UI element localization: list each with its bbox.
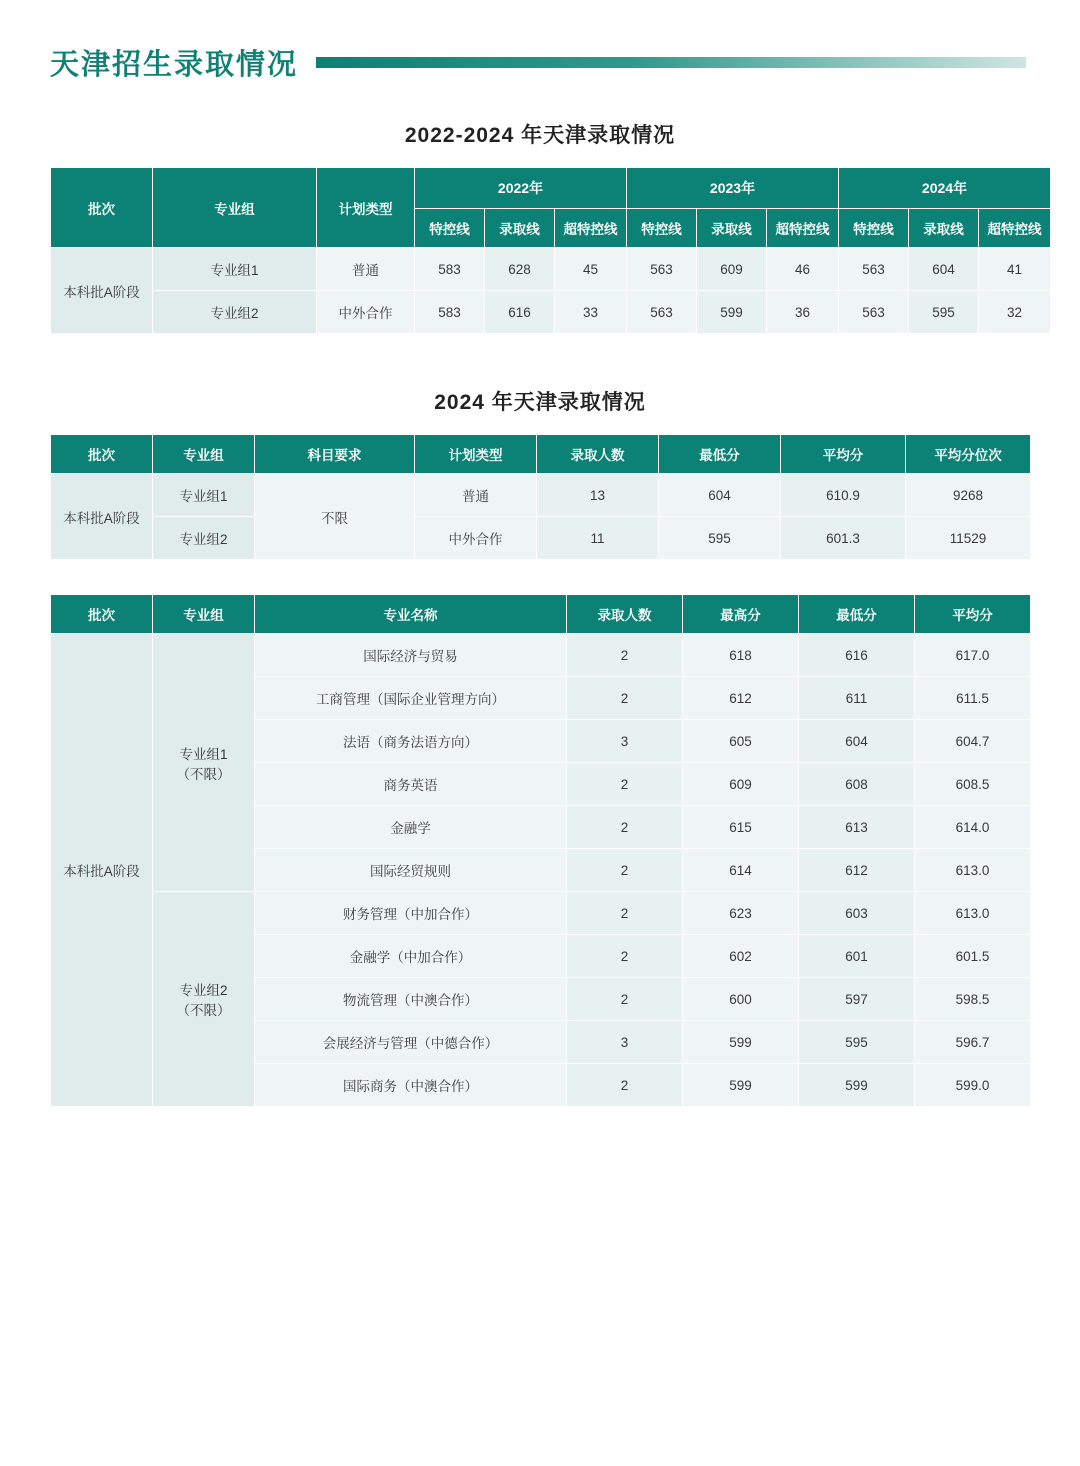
th-year-2022: 2022年 xyxy=(415,168,627,209)
cell-avg-rank: 9268 xyxy=(906,474,1031,517)
th-2022-control-line: 特控线 xyxy=(415,209,485,248)
th-major-group: 专业组 xyxy=(153,595,255,634)
table-row xyxy=(51,892,1031,935)
cell-min-score: 608 xyxy=(799,763,915,806)
table-row xyxy=(51,291,1051,334)
cell-admitted-count: 2 xyxy=(567,634,683,677)
table-row xyxy=(51,248,1051,291)
cell-batch: 本科批A阶段 xyxy=(51,474,153,560)
cell-admitted-count: 3 xyxy=(567,1021,683,1064)
th-min-score: 最低分 xyxy=(659,435,781,474)
cell-max-score: 600 xyxy=(683,978,799,1021)
th-subject-requirement: 科目要求 xyxy=(255,435,415,474)
cell-major-name: 商务英语 xyxy=(255,763,567,806)
cell-plan-type: 中外合作 xyxy=(415,517,537,560)
cell-avg-score: 596.7 xyxy=(915,1021,1031,1064)
table-header-row xyxy=(51,595,1031,634)
cell-avg-score: 604.7 xyxy=(915,720,1031,763)
th-year-2024: 2024年 xyxy=(839,168,1051,209)
cell-avg-score: 617.0 xyxy=(915,634,1031,677)
table-wrapper-major-detail xyxy=(0,594,1080,1107)
th-major-group: 专业组 xyxy=(153,435,255,474)
cell-major-group: 专业组2 xyxy=(153,517,255,560)
cell-max-score: 599 xyxy=(683,1021,799,1064)
title-rule-decoration xyxy=(316,57,1026,68)
cell-2024-admission: 604 xyxy=(909,248,979,291)
cell-2022-control: 583 xyxy=(415,248,485,291)
table-row xyxy=(51,474,1031,517)
cell-major-group: 专业组1 xyxy=(153,474,255,517)
cell-2024-control: 563 xyxy=(839,291,909,334)
cell-avg-rank: 11529 xyxy=(906,517,1031,560)
table-header-row xyxy=(51,435,1031,474)
cell-max-score: 599 xyxy=(683,1064,799,1107)
cell-admitted-count: 2 xyxy=(567,677,683,720)
cell-major-name: 财务管理（中加合作） xyxy=(255,892,567,935)
cell-min-score: 601 xyxy=(799,935,915,978)
cell-min-score: 612 xyxy=(799,849,915,892)
cell-major-group-1 xyxy=(153,634,255,892)
cell-max-score: 612 xyxy=(683,677,799,720)
cell-2024-above: 32 xyxy=(979,291,1051,334)
section-title-2022-2024: 2022-2024 年天津录取情况 xyxy=(404,124,676,147)
major-group-1-line1: 专业组1 xyxy=(179,746,228,762)
th-admitted-count: 录取人数 xyxy=(567,595,683,634)
th-max-score: 最高分 xyxy=(683,595,799,634)
th-plan-type: 计划类型 xyxy=(317,168,415,248)
th-batch: 批次 xyxy=(51,435,153,474)
cell-2022-above: 45 xyxy=(555,248,627,291)
cell-avg-score: 601.5 xyxy=(915,935,1031,978)
cell-min-score: 604 xyxy=(799,720,915,763)
page-header xyxy=(0,0,1080,83)
cell-major-group-2 xyxy=(153,892,255,1107)
section-title-2024: 2024 年天津录取情况 xyxy=(434,391,646,414)
cell-major-name: 法语（商务法语方向） xyxy=(255,720,567,763)
cell-min-score: 599 xyxy=(799,1064,915,1107)
cell-avg-score: 613.0 xyxy=(915,849,1031,892)
cell-min-score: 603 xyxy=(799,892,915,935)
th-2023-control-line: 特控线 xyxy=(627,209,697,248)
cell-max-score: 609 xyxy=(683,763,799,806)
cell-batch: 本科批A阶段 xyxy=(51,634,153,1107)
cell-major-name: 国际经济与贸易 xyxy=(255,634,567,677)
cell-major-name: 国际经贸规则 xyxy=(255,849,567,892)
cell-2023-admission: 609 xyxy=(697,248,767,291)
cell-max-score: 602 xyxy=(683,935,799,978)
th-min-score: 最低分 xyxy=(799,595,915,634)
cell-min-score: 613 xyxy=(799,806,915,849)
table-row xyxy=(51,634,1031,677)
cell-2023-above: 36 xyxy=(767,291,839,334)
cell-batch: 本科批A阶段 xyxy=(51,248,153,334)
cell-admitted-count: 2 xyxy=(567,892,683,935)
th-batch: 批次 xyxy=(51,168,153,248)
cell-plan-type: 普通 xyxy=(415,474,537,517)
cell-admitted-count: 2 xyxy=(567,763,683,806)
table-major-detail xyxy=(50,594,1031,1107)
cell-avg-score: 599.0 xyxy=(915,1064,1031,1107)
cell-avg-score: 613.0 xyxy=(915,892,1031,935)
cell-min-score: 604 xyxy=(659,474,781,517)
cell-admitted-count: 2 xyxy=(567,849,683,892)
th-2024-control-line: 特控线 xyxy=(839,209,909,248)
th-avg-score: 平均分 xyxy=(781,435,906,474)
cell-admitted-count: 13 xyxy=(537,474,659,517)
cell-major-name: 金融学 xyxy=(255,806,567,849)
major-group-2-line1: 专业组2 xyxy=(179,983,228,998)
cell-2023-control: 563 xyxy=(627,291,697,334)
cell-max-score: 618 xyxy=(683,634,799,677)
cell-major-name: 会展经济与管理（中德合作） xyxy=(255,1021,567,1064)
table-2024-summary xyxy=(50,434,1031,560)
cell-2022-admission: 628 xyxy=(485,248,555,291)
cell-avg-score: 611.5 xyxy=(915,677,1031,720)
th-major-name: 专业名称 xyxy=(255,595,567,634)
cell-2024-control: 563 xyxy=(839,248,909,291)
cell-2023-admission: 599 xyxy=(697,291,767,334)
cell-admitted-count: 2 xyxy=(567,935,683,978)
cell-min-score: 597 xyxy=(799,978,915,1021)
th-batch: 批次 xyxy=(51,595,153,634)
cell-plan-type: 普通 xyxy=(317,248,415,291)
page-title: 天津招生录取情况 xyxy=(50,49,299,81)
table-2022-2024 xyxy=(50,167,1051,334)
cell-major-group: 专业组2 xyxy=(153,291,317,334)
cell-2024-above: 41 xyxy=(979,248,1051,291)
cell-2022-above: 33 xyxy=(555,291,627,334)
cell-2023-control: 563 xyxy=(627,248,697,291)
cell-major-name: 金融学（中加合作） xyxy=(255,935,567,978)
cell-min-score: 595 xyxy=(799,1021,915,1064)
cell-admitted-count: 11 xyxy=(537,517,659,560)
table-header-row xyxy=(51,168,1051,209)
cell-max-score: 614 xyxy=(683,849,799,892)
cell-major-name: 工商管理（国际企业管理方向） xyxy=(255,677,567,720)
cell-admitted-count: 2 xyxy=(567,806,683,849)
cell-2022-admission: 616 xyxy=(485,291,555,334)
th-avg-score: 平均分 xyxy=(915,595,1031,634)
table-wrapper-2022-2024 xyxy=(0,167,1080,334)
major-group-1-line2: （不限） xyxy=(176,766,231,782)
th-2024-admission-line: 录取线 xyxy=(909,209,979,248)
cell-major-name: 国际商务（中澳合作） xyxy=(255,1064,567,1107)
cell-max-score: 623 xyxy=(683,892,799,935)
cell-avg-score: 598.5 xyxy=(915,978,1031,1021)
th-plan-type: 计划类型 xyxy=(415,435,537,474)
table-wrapper-2024-summary xyxy=(0,434,1080,560)
major-group-2-line2: （不限） xyxy=(176,1003,231,1018)
th-2023-above-control: 超特控线 xyxy=(767,209,839,248)
th-2023-admission-line: 录取线 xyxy=(697,209,767,248)
th-2022-admission-line: 录取线 xyxy=(485,209,555,248)
cell-2024-admission: 595 xyxy=(909,291,979,334)
cell-max-score: 605 xyxy=(683,720,799,763)
cell-avg-score: 601.3 xyxy=(781,517,906,560)
cell-min-score: 595 xyxy=(659,517,781,560)
cell-max-score: 615 xyxy=(683,806,799,849)
th-year-2023: 2023年 xyxy=(627,168,839,209)
cell-avg-score: 614.0 xyxy=(915,806,1031,849)
cell-admitted-count: 2 xyxy=(567,978,683,1021)
cell-min-score: 611 xyxy=(799,677,915,720)
cell-plan-type: 中外合作 xyxy=(317,291,415,334)
th-2024-above-control: 超特控线 xyxy=(979,209,1051,248)
th-admitted-count: 录取人数 xyxy=(537,435,659,474)
cell-min-score: 616 xyxy=(799,634,915,677)
cell-subject-requirement: 不限 xyxy=(255,474,415,560)
th-avg-rank: 平均分位次 xyxy=(906,435,1031,474)
cell-avg-score: 610.9 xyxy=(781,474,906,517)
th-2022-above-control: 超特控线 xyxy=(555,209,627,248)
cell-admitted-count: 3 xyxy=(567,720,683,763)
table-row xyxy=(51,517,1031,560)
cell-avg-score: 608.5 xyxy=(915,763,1031,806)
cell-admitted-count: 2 xyxy=(567,1064,683,1107)
cell-major-name: 物流管理（中澳合作） xyxy=(255,978,567,1021)
cell-2022-control: 583 xyxy=(415,291,485,334)
cell-2023-above: 46 xyxy=(767,248,839,291)
th-major-group: 专业组 xyxy=(153,168,317,248)
cell-major-group: 专业组1 xyxy=(153,248,317,291)
